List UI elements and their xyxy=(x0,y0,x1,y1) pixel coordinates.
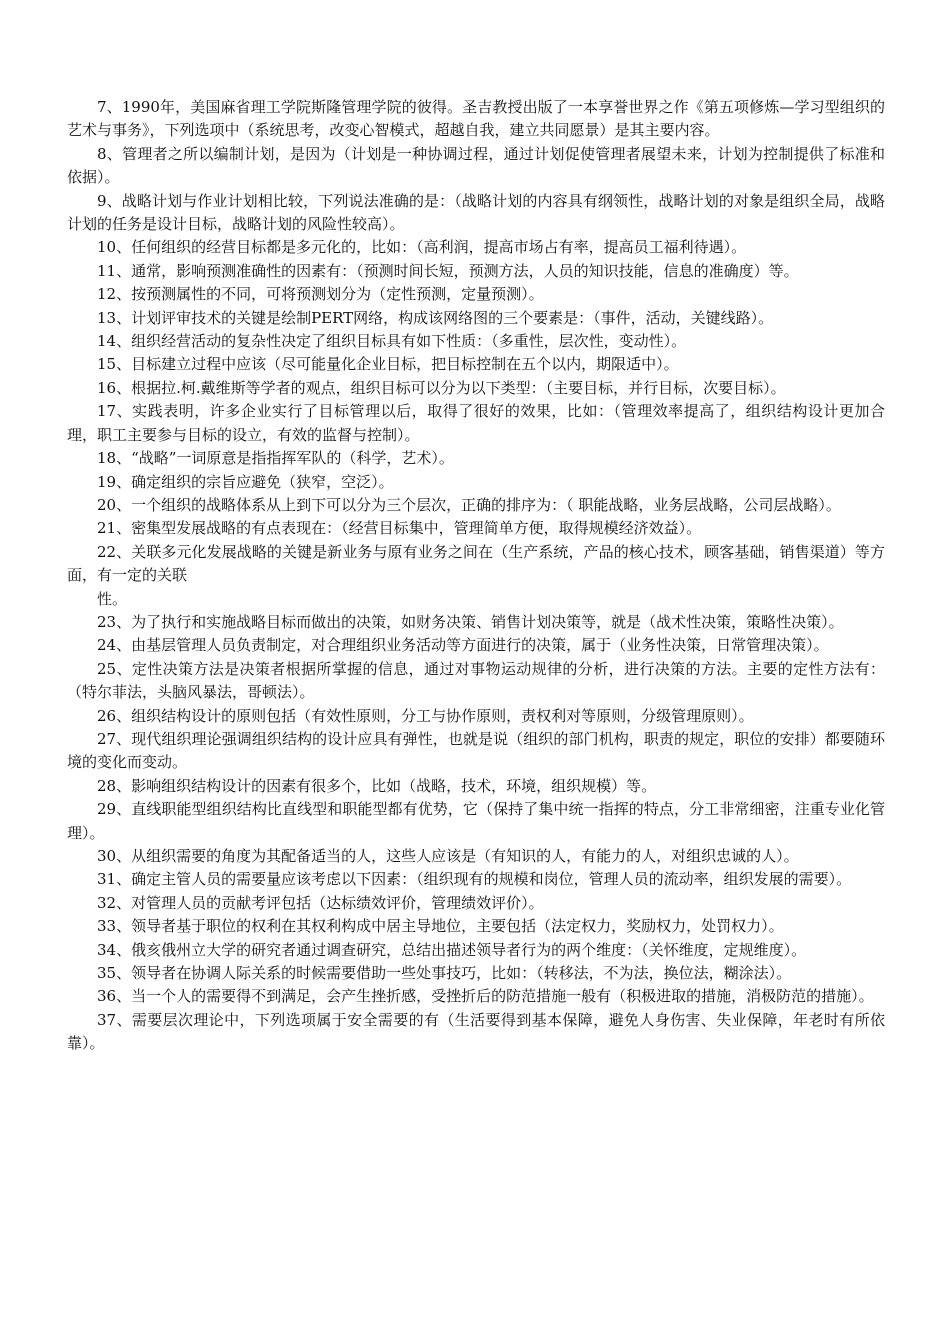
question-32: 32、对管理人员的贡献考评包括（达标绩效评价，管理绩效评价）。 xyxy=(97,893,544,912)
question-23: 23、为了执行和实施战略目标而做出的决策，如财务决策、销售计划决策等，就是（战术性决策，策略性决策）。 xyxy=(97,612,844,631)
question-28: 28、影响组织结构设计的因素有很多个，比如（战略，技术，环境，组织规模）等。 xyxy=(97,776,657,795)
question-15: 15、目标建立过程中应该（尽可能量化企业目标，把目标控制在五个以内，期限适中）。 xyxy=(97,355,679,374)
question-29: 29、直线职能型组织结构比直线型和职能型都有优势，它（保持了集中统一指挥的特点，分工非常细密，注重专业化管理）。 xyxy=(67,800,885,842)
question-25: 25、定性决策方法是决策者根据所掌握的信息，通过对事物运动规律的分析，进行决策的方法。主要的定性方法有：（特尔菲法，头脑风暴法，哥顿法）。 xyxy=(67,659,885,702)
question-33: 33、领导者基于职位的权利在其权利构成中居主导地位，主要包括（法定权力，奖励权力，处罚权力）。 xyxy=(97,917,784,936)
question-18: 18、“战略”一词原意是指指挥军队的（科学，艺术）。 xyxy=(97,449,454,468)
question-22-continuation: 性。 xyxy=(97,589,128,608)
question-35: 35、领导者在协调人际关系的时候需要借助一些处事技巧，比如：（转移法，不为法，换位法，糊涂法）。 xyxy=(97,964,792,983)
question-30: 30、从组织需要的角度为其配备适当的人，这些人应该是（有知识的人，有能力的人，对组织忠诚的人）。 xyxy=(97,847,799,865)
question-26: 26、组织结构设计的原则包括（有效性原则，分工与协作原则，责权利对等原则，分级管理原则）。 xyxy=(97,706,754,725)
question-31: 31、确定主管人员的需要量应该考虑以下因素：（组织现有的规模和岗位，管理人员的流动率，组织发展的需要）。 xyxy=(97,870,852,889)
question-20: 20、一个组织的战略体系从上到下可以分为三个层次，正确的排序为：（ 职能战略，业务层战略，公司层战略）。 xyxy=(97,495,841,514)
question-19: 19、确定组织的宗旨应避免（狭窄，空泛）。 xyxy=(97,472,394,491)
question-7: 7、1990年，美国麻省理工学院斯隆管理学院的彼得。圣吉教授出版了一本享誉世界之作《第五项修炼—学习型组织的艺术与事务》，下列选项中（系统思考，改变心智模式，超越自我，建立共同愿景）是其主要内容。 xyxy=(67,98,885,140)
question-8: 8、管理者之所以编制计划，是因为（计划是一种协调过程，通过计划促使管理者展望未来，计划为控制提供了标准和依据）。 xyxy=(67,144,885,187)
question-22: 22、关联多元化发展战略的关键是新业务与原有业务之间在（生产系统，产品的核心技术，顾客基础，销售渠道）等方面，有一定的关联 xyxy=(67,542,885,585)
question-21: 21、密集型发展战略的有点表现在：（经营目标集中，管理简单方便，取得规模经济效益）。 xyxy=(97,519,702,538)
question-9: 9、战略计划与作业计划相比较，下列说法准确的是：（战略计划的内容具有纲领性，战略计划的对象是组织全局，战略计划的任务是设计目标，战略计划的风险性较高）。 xyxy=(67,191,885,234)
question-27: 27、现代组织理论强调组织结构的设计应具有弹性，也就是说（组织的部门机构，职责的规定，职位的安排）都要随环境的变化而变动。 xyxy=(67,729,885,772)
question-12: 12、按预测属性的不同，可将预测划分为（定性预测，定量预测）。 xyxy=(97,285,544,304)
question-16: 16、根据拉.柯.戴维斯等学者的观点，组织目标可以分为以下类型：（主要目标，并行目标，次要目标）。 xyxy=(97,378,786,397)
question-14: 14、组织经营活动的复杂性决定了组织目标具有如下性质：（多重性，层次性，变动性）。 xyxy=(97,332,687,351)
question-10: 10、任何组织的经营目标都是多元化的，比如：（高利润，提高市场占有率，提高员工福利待遇）。 xyxy=(97,238,747,257)
document-page xyxy=(67,96,885,1056)
question-24: 24、由基层管理人员负责制定，对合理组织业务活动等方面进行的决策，属于（业务性决策，日常管理决策）。 xyxy=(97,636,829,655)
question-17: 17、实践表明，许多企业实行了目标管理以后，取得了很好的效果，比如：（管理效率提高了，组织结构设计更加合理，职工主要参与目标的设立，有效的监督与控制）。 xyxy=(67,402,885,444)
question-13: 13、计划评审技术的关键是绘制PERT网络，构成该网络图的三个要素是：（事件，活动，关键线路）。 xyxy=(97,308,774,327)
question-36: 36、当一个人的需要得不到满足，会产生挫折感，受挫折后的防范措施一般有（积极进取的措施，消极防范的措施）。 xyxy=(97,987,874,1006)
question-11: 11、通常，影响预测准确性的因素有：（预测时间长短，预测方法，人员的知识技能，信息的准确度）等。 xyxy=(97,261,799,280)
question-37: 37、需要层次理论中，下列选项属于安全需要的有（生活要得到基本保障，避免人身伤害、失业保障，年老时有所依靠）。 xyxy=(67,1010,885,1053)
question-34: 34、俄亥俄州立大学的研究者通过调查研究，总结出描述领导者行为的两个维度：（关怀维度，定规维度）。 xyxy=(97,940,807,959)
